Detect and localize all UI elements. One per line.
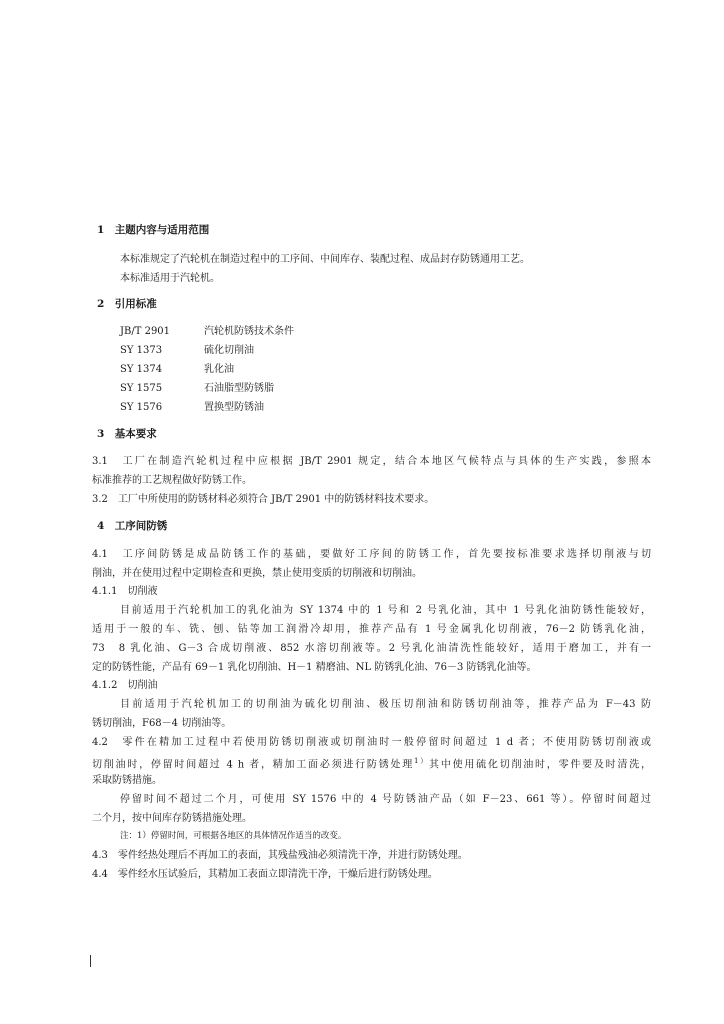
reference-name: 乳化油 <box>204 364 234 375</box>
reference-code: SY 1374 <box>120 364 163 375</box>
clause-4-1-2-line-2: 锈切削油，F68－4 切削油等。 <box>92 718 232 729</box>
reference-item <box>120 341 254 360</box>
clause-4-2-text-continued: 其中使用硫化切削油时，零件要及时清洗， <box>429 759 651 771</box>
clause-4-2-line-5: 二个月，按中间库存防锈措施处理。 <box>92 813 252 824</box>
clause-4-1-1-line-1: 目前适用于汽轮机加工的乳化油为 SY 1374 中的 1 号和 2 号乳化油，其中 1 号乳化油防锈性能较好， <box>120 605 651 616</box>
reference-code: SY 1373 <box>120 345 163 356</box>
reference-item <box>120 360 234 379</box>
clause-4-1-1-line-2: 适用于一般的车、铣、刨、钻等加工润滑冷却用，推荐产品有 1 号金属乳化切削液，76－2 防锈乳化油， <box>92 624 651 635</box>
footnote: 注：1）停留时间，可根据各地区的具体情况作适当的改变。 <box>120 831 347 841</box>
clause-4-1-1-line-3: 73 8 乳化油、G－3 合成切削液、852 水溶切削液等。2 号乳化油清洗性能较好，适用于磨加工，并有一 <box>92 643 651 654</box>
clause-4-2-line-4: 停留时间不超过二个月，可使用 SY 1576 中的 4 号防锈油产品（如 F－23、661 等）。停留时间超过 <box>120 794 651 805</box>
section-1-paragraph-scope: 本标准规定了汽轮机在制造过程中的工序间、中间库存、装配过程、成品封存防锈通用工艺。 <box>120 254 530 265</box>
margin-mark <box>90 955 91 967</box>
reference-item <box>120 398 264 417</box>
section-2-heading: 2 引用标准 <box>97 298 157 310</box>
section-1-paragraph-applicability: 本标准适用于汽轮机。 <box>120 273 220 284</box>
reference-item <box>120 322 294 341</box>
reference-name: 硫化切削油 <box>204 345 254 356</box>
clause-4-3: 4.3 零件经热处理后不再加工的表面，其残盐残油必须清洗干净，并进行防锈处理。 <box>92 850 468 861</box>
clause-4-2-line-1: 4.2 零件在精加工过程中若使用防锈切削液或切削油时一般停留时间超过 1 d 者；不使用防锈切削液或 <box>92 737 651 748</box>
clause-4-2-line-3: 采取防锈措施。 <box>92 775 162 786</box>
clause-4-1-1-line-4: 定的防锈性能，产品有 69－1 乳化切削油、H－1 精磨油、NL 防锈乳化油、76－3 防锈乳化油等。 <box>92 662 537 673</box>
reference-code: JB/T 2901 <box>120 326 171 337</box>
section-1-heading: 1 主题内容与适用范围 <box>97 224 210 236</box>
section-3-heading: 3 基本要求 <box>97 428 157 440</box>
clause-4-4: 4.4 零件经水压试验后，其精加工表面立即清洗干净，干燥后进行防锈处理。 <box>92 869 438 880</box>
reference-item <box>120 379 274 398</box>
clause-3-2: 3.2 工厂中所使用的防锈材料必须符合 JB/T 2901 中的防锈材料技术要求。 <box>92 494 435 505</box>
reference-code: SY 1575 <box>120 383 163 394</box>
clause-4-1-1-heading: 4.1.1 切削液 <box>92 586 158 597</box>
clause-4-1-line-1: 4.1 工序间防锈是成品防锈工作的基础，要做好工序间的防锈工作，首先要按标准要求选择切削液与切 <box>92 549 651 560</box>
clause-4-2-line-2 <box>92 752 651 774</box>
clause-3-1-line-1: 3.1 工厂在制造汽轮机过程中应根据 JB/T 2901 规定，结合本地区气候特点与具体的生产实践，参照本 <box>92 456 651 467</box>
reference-name: 置换型防锈油 <box>204 402 264 413</box>
reference-code: SY 1576 <box>120 402 163 413</box>
clause-4-1-2-line-1: 目前适用于汽轮机加工的切削油为硫化切削油、极压切削油和防锈切削油等，推荐产品为 F－43 防 <box>120 699 651 710</box>
clause-4-2-text: 切削油时，停留时间超过 4 h 者，精加工面必须进行防锈处理 <box>92 759 415 771</box>
clause-3-1-line-2: 标准推荐的工艺规程做好防锈工作。 <box>92 475 252 486</box>
footnote-marker: 1） <box>414 757 430 765</box>
reference-name: 石油脂型防锈脂 <box>204 383 274 394</box>
clause-4-1-line-2: 削油，并在使用过程中定期检查和更换，禁止使用变质的切削液和切削油。 <box>92 568 422 579</box>
section-4-heading: 4 工序间防锈 <box>97 520 168 532</box>
clause-4-1-2-heading: 4.1.2 切削油 <box>92 680 158 691</box>
reference-name: 汽轮机防锈技术条件 <box>204 326 294 337</box>
